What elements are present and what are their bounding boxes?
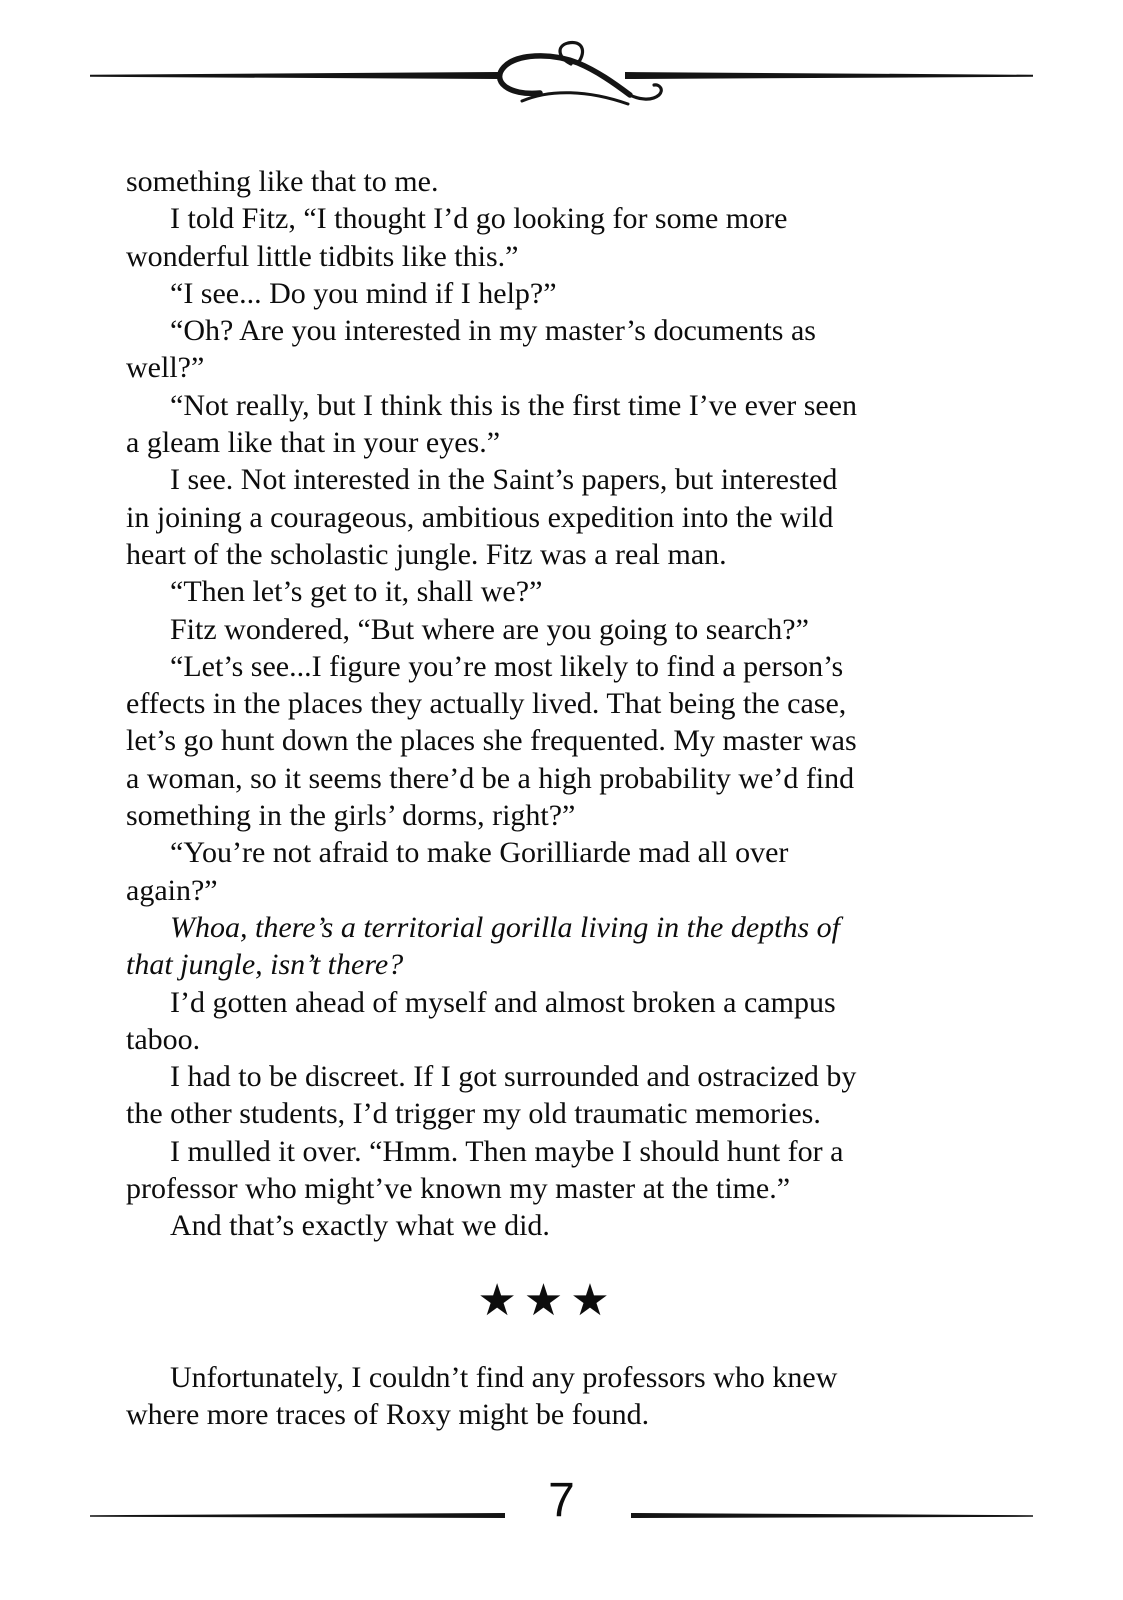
text-line: And that’s exactly what we did. [170, 1209, 550, 1243]
header-flourish-ornament [88, 37, 1035, 113]
paragraph [126, 461, 1016, 573]
paragraph [126, 275, 1016, 312]
text-line: I mulled it over. “Hmm. Then maybe I should hunt for a [170, 1134, 844, 1168]
paragraph [126, 648, 1016, 834]
text-line: that jungle, isn’t there? [126, 948, 404, 982]
text-line: “Oh? Are you interested in my master’s documents as [170, 314, 816, 348]
paragraph [126, 984, 1016, 1059]
text-line: something in the girls’ dorms, right?” [126, 799, 576, 833]
paragraph [126, 611, 1016, 648]
text-line: “Let’s see...I figure you’re most likely to find a person’s [170, 649, 844, 683]
text-line: something like that to me. [126, 165, 439, 198]
text-line: in joining a courageous, ambitious expedition into the wild [126, 500, 834, 534]
paragraph [126, 200, 1016, 275]
text-line: the other students, I’d trigger my old traumatic memories. [126, 1097, 821, 1131]
footer-rule-ornament [88, 1504, 1035, 1528]
text-line: “Then let’s get to it, shall we?” [170, 575, 543, 609]
text-line: again?” [126, 873, 218, 907]
body-text [126, 163, 1016, 1245]
paragraph [126, 1058, 1016, 1133]
text-line: I see. Not interested in the Saint’s papers, but interested [170, 463, 838, 497]
text-line: “I see... Do you mind if I help?” [170, 276, 557, 310]
text-line: a gleam like that in your eyes.” [126, 426, 501, 460]
text-line: “Not really, but I think this is the first time I’ve ever seen [170, 388, 858, 422]
header-rule-lines [90, 72, 1033, 79]
page-number: 7 [548, 1474, 575, 1527]
paragraph [126, 1359, 1016, 1434]
closing-text [126, 1359, 1016, 1434]
paragraph [126, 387, 1016, 462]
paragraph [126, 1207, 1016, 1244]
text-line: Fitz wondered, “But where are you going to search?” [170, 612, 809, 646]
text-line: I told Fitz, “I thought I’d go looking for some more [170, 202, 788, 236]
text-line: professor who might’ve known my master at the time.” [126, 1172, 791, 1206]
paragraph [126, 1133, 1016, 1208]
text-line: I had to be discreet. If I got surrounded and ostracized by [170, 1060, 857, 1094]
text-line: “You’re not afraid to make Gorilliarde mad all over [170, 836, 789, 870]
text-line: taboo. [126, 1022, 201, 1056]
paragraph [126, 834, 1016, 909]
text-line: effects in the places they actually lived. That being the case, [126, 687, 847, 721]
paragraph [126, 909, 1016, 984]
text-line: heart of the scholastic jungle. Fitz was a real man. [126, 537, 727, 571]
scene-break-stars: ★★★ [477, 1275, 617, 1326]
text-line: I’d gotten ahead of myself and almost broken a campus [170, 985, 836, 1019]
paragraph [126, 312, 1016, 387]
text-line: let’s go hunt down the places she frequented. My master was [126, 724, 857, 758]
paragraph [126, 573, 1016, 610]
text-line: wonderful little tidbits like this.” [126, 239, 519, 273]
text-line: Whoa, there’s a territorial gorilla living in the depths of [170, 910, 840, 944]
footer-rule-lines [90, 1513, 1033, 1518]
text-line: a woman, so it seems there’d be a high probability we’d find [126, 761, 855, 795]
text-line: where more traces of Roxy might be found. [126, 1398, 650, 1432]
text-line: Unfortunately, I couldn’t find any professors who knew [170, 1361, 838, 1394]
paragraph [126, 163, 1016, 200]
text-line: well?” [126, 351, 205, 385]
